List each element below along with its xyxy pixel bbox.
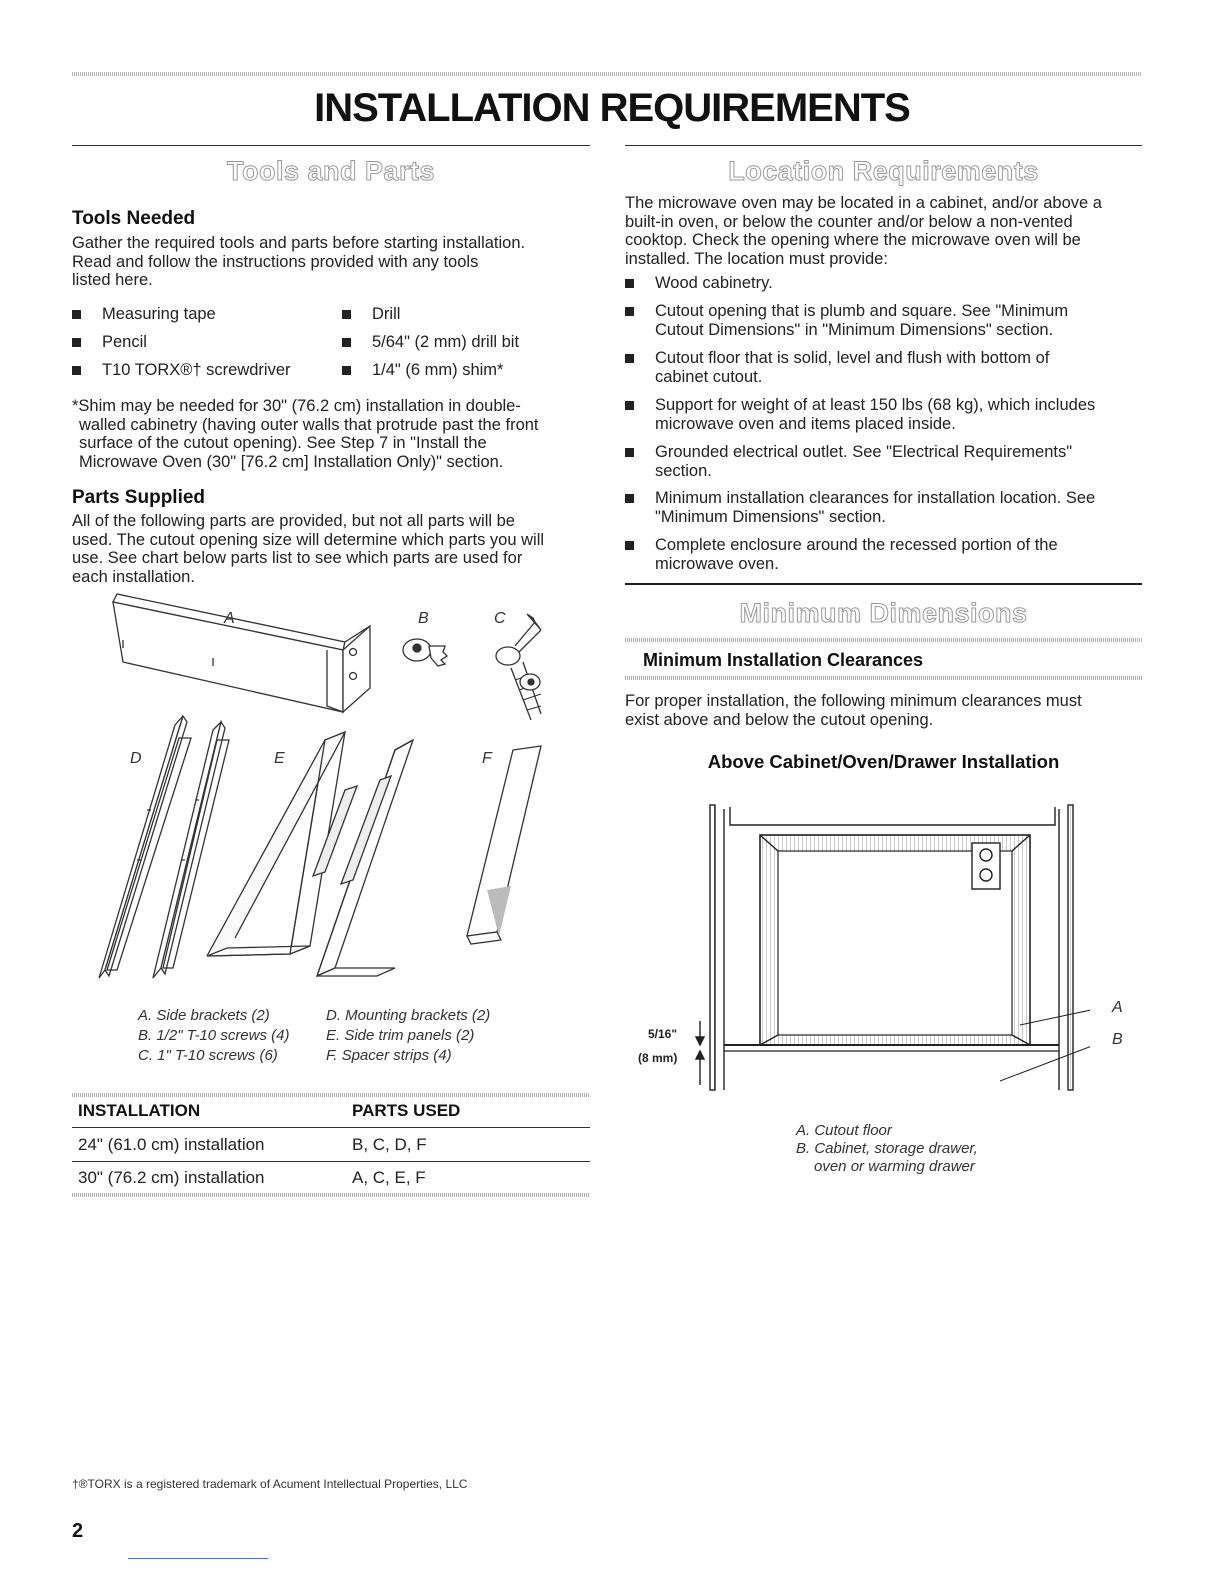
figure-label-c: C — [494, 610, 506, 627]
location-intro: The microwave oven may be located in a cabinet, and/or above a built-in oven, or below the counter and/or below a non-vented cooktop. Check the opening where the microwave oven will be installed. The location must provide: — [625, 194, 1102, 268]
outlet-icon — [972, 843, 1000, 889]
parts-supplied-heading: Parts Supplied — [72, 487, 206, 508]
clearances-heading: Minimum Installation Clearances — [643, 650, 924, 670]
tool-item-measuring-tape: Measuring tape — [72, 305, 216, 324]
parts-captions-left: A. Side brackets (2) B. 1/2" T-10 screws (4) C. 1" T-10 screws (6) — [138, 1007, 290, 1064]
table-header-parts-used: PARTS USED — [352, 1101, 461, 1120]
left-cabinet-wall — [710, 805, 715, 1090]
right-cabinet-wall — [1068, 805, 1073, 1090]
side-bracket-drawing — [113, 594, 370, 712]
short-screw-drawing — [403, 639, 447, 666]
dimension-mm: (8 mm) — [638, 1051, 678, 1065]
minimum-section-rule — [625, 583, 1142, 585]
table-header-installation: INSTALLATION — [78, 1101, 201, 1120]
figure-label-f: F — [482, 750, 492, 767]
diagram-label-b: B — [1112, 1031, 1123, 1048]
figure-label-e: E — [274, 750, 285, 767]
tool-item-screwdriver: T10 TORX®† screwdriver — [72, 361, 291, 380]
tools-needed-heading: Tools Needed — [72, 208, 196, 229]
tools-parts-heading: Tools and Parts — [226, 156, 436, 186]
tools-needed-intro: Gather the required tools and parts before starting installation. Read and follow the instructions provided with any tools listed here. — [72, 234, 526, 289]
location-item: Cutout floor that is solid, level and flush with bottom of cabinet cutout. — [625, 349, 1145, 386]
table-top-dotted-rule — [72, 1093, 590, 1097]
location-item: Cutout opening that is plumb and square. See "Minimum Cutout Dimensions" in "Minimum Dimensions" section. — [625, 302, 1145, 339]
table-header-rule — [72, 1127, 590, 1128]
clearance-diagram — [690, 795, 1090, 1095]
parts-supplied-intro: All of the following parts are provided, but not all parts will be used. The cutout opening size will determine which parts you will use. See chart below parts list to see which parts are used for each installation. — [72, 512, 545, 586]
top-dotted-rule — [72, 72, 1142, 76]
page-title: INSTALLATION REQUIREMENTS — [314, 86, 910, 130]
figure-label-b: B — [418, 610, 429, 627]
location-item: Complete enclosure around the recessed portion of the microwave oven. — [625, 536, 1145, 573]
location-item: Support for weight of at least 150 lbs (68 kg), which includes microwave oven and items placed inside. — [625, 396, 1145, 433]
side-trim-panels-drawing — [207, 732, 413, 976]
table-bottom-dotted-rule — [72, 1193, 590, 1197]
parts-captions-right: D. Mounting brackets (2) E. Side trim panels (2) F. Spacer strips (4) — [326, 1007, 491, 1064]
figure-label-a: A — [224, 610, 235, 627]
location-item: Grounded electrical outlet. See "Electrical Requirements" section. — [625, 443, 1145, 480]
minimum-dimensions-heading: Minimum Dimensions — [739, 598, 1028, 628]
diagram-captions: A. Cutout floor B. Cabinet, storage drawer, oven or warming drawer — [796, 1122, 978, 1175]
table-row-rule — [72, 1161, 590, 1162]
tool-item-drill-bit: 5/64" (2 mm) drill bit — [342, 333, 519, 352]
tool-item-shim: 1/4" (6 mm) shim* — [342, 361, 503, 380]
location-item: Minimum installation clearances for installation location. See "Minimum Dimensions" section. — [625, 489, 1145, 526]
left-section-rule — [72, 145, 590, 146]
dimension-fraction: 5/16" — [648, 1027, 678, 1041]
diagram-title: Above Cabinet/Oven/Drawer Installation — [707, 751, 1060, 772]
clearances-top-dotted-rule — [625, 638, 1142, 642]
parts-illustration — [95, 590, 565, 990]
table-cell: B, C, D, F — [352, 1135, 427, 1154]
table-cell: A, C, E, F — [352, 1168, 426, 1187]
long-screw-drawing — [496, 614, 541, 720]
trademark-footnote: †®TORX is a registered trademark of Acument Intellectual Properties, LLC — [72, 1477, 468, 1491]
right-section-rule — [625, 145, 1142, 146]
table-cell: 30" (76.2 cm) installation — [78, 1168, 265, 1187]
diagram-label-a: A — [1112, 999, 1123, 1016]
bottom-link-rule — [128, 1558, 268, 1559]
spacer-strip-drawing — [467, 746, 541, 944]
location-heading: Location Requirements — [728, 156, 1039, 186]
figure-label-d: D — [130, 750, 142, 767]
clearances-bottom-dotted-rule — [625, 676, 1142, 680]
tool-item-pencil: Pencil — [72, 333, 147, 352]
tool-item-drill: Drill — [342, 305, 400, 324]
table-cell: 24" (61.0 cm) installation — [78, 1135, 265, 1154]
shim-note: *Shim may be needed for 30" (76.2 cm) installation in double- walled cabinetry (having outer walls that protrude past the front surface of the cutout opening). See Step 7 in "Install the Microwave Oven (30" [76.2 cm] Installation Only)" section. — [72, 397, 539, 471]
location-item: Wood cabinetry. — [625, 274, 1145, 293]
mounting-brackets-drawing — [99, 716, 229, 978]
page-number: 2 — [72, 1520, 84, 1542]
clearances-intro: For proper installation, the following minimum clearances must exist above and below the cutout opening. — [625, 692, 1082, 729]
